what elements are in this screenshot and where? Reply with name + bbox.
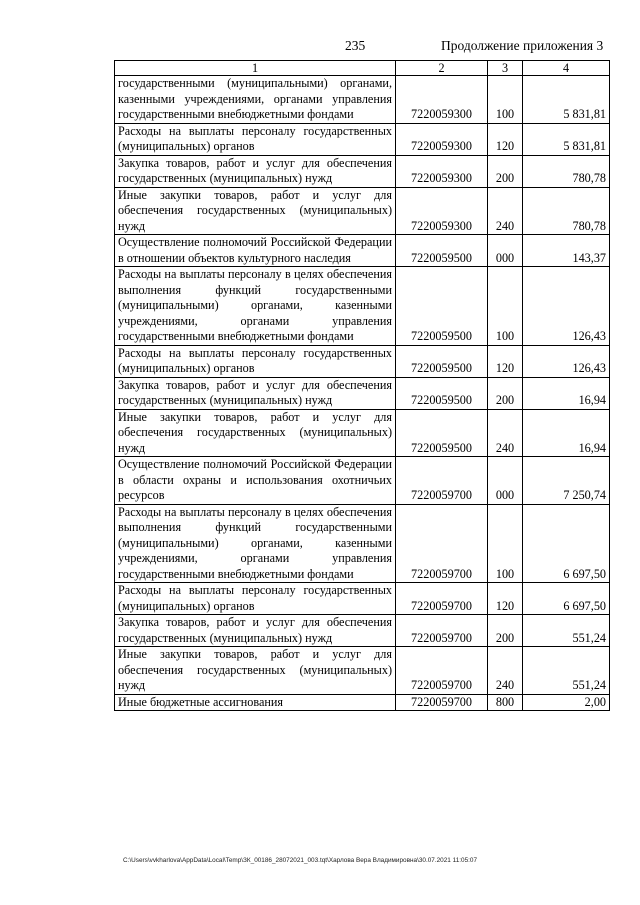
row-name-cell: Расходы на выплаты персоналу государственных (муниципальных) органов: [115, 583, 396, 615]
row-name-cell: Иные закупки товаров, работ и услуг для обеспечения государственных (муниципальных) нужд: [115, 647, 396, 695]
expense-type-cell: 200: [488, 377, 523, 409]
target-code-cell: 7220059500: [396, 267, 488, 346]
amount-cell: 2,00: [523, 694, 610, 711]
expense-type-cell: 100: [488, 267, 523, 346]
target-code-cell: 7220059700: [396, 457, 488, 505]
row-name-cell: Иные закупки товаров, работ и услуг для обеспечения государственных (муниципальных) нужд: [115, 409, 396, 457]
file-path-footer: C:\Users\vvkharlova\AppData\Local\Temp\ЗК_00186_28072021_003.tqt\Харлова Вера Владимировна\30.07.2021 11:05:07: [123, 857, 478, 864]
expense-type-cell: 240: [488, 409, 523, 457]
amount-cell: 6 697,50: [523, 583, 610, 615]
table-row: [115, 235, 610, 267]
column-header: 4: [523, 61, 610, 76]
continuation-label: Продолжение приложения 3: [441, 38, 604, 53]
table-row: [115, 647, 610, 695]
target-code-cell: 7220059500: [396, 377, 488, 409]
row-name-cell: Осуществление полномочий Российской Федерации в области охраны и использования охотничьих ресурсов: [115, 457, 396, 505]
expense-type-cell: 100: [488, 76, 523, 124]
table-row: [115, 76, 610, 124]
target-code-cell: 7220059700: [396, 504, 488, 583]
target-code-cell: 7220059500: [396, 345, 488, 377]
row-name-cell: Расходы на выплаты персоналу государственных (муниципальных) органов: [115, 345, 396, 377]
amount-cell: 5 831,81: [523, 123, 610, 155]
amount-cell: 551,24: [523, 647, 610, 695]
amount-cell: 16,94: [523, 409, 610, 457]
page-number: 235: [345, 38, 366, 53]
row-name-cell: Закупка товаров, работ и услуг для обеспечения государственных (муниципальных) нужд: [115, 377, 396, 409]
budget-table: [114, 60, 610, 711]
table-row: [115, 345, 610, 377]
expense-type-cell: 100: [488, 504, 523, 583]
table-row: [115, 504, 610, 583]
target-code-cell: 7220059500: [396, 409, 488, 457]
target-code-cell: 7220059700: [396, 583, 488, 615]
target-code-cell: 7220059700: [396, 694, 488, 711]
column-header: 1: [115, 61, 396, 76]
table-row: [115, 615, 610, 647]
expense-type-cell: 240: [488, 187, 523, 235]
column-header: 2: [396, 61, 488, 76]
table-header-row: [115, 61, 610, 76]
target-code-cell: 7220059300: [396, 123, 488, 155]
table-row: [115, 267, 610, 346]
expense-type-cell: 200: [488, 615, 523, 647]
expense-type-cell: 800: [488, 694, 523, 711]
table-row: [115, 583, 610, 615]
row-name-cell: Расходы на выплаты персоналу государственных (муниципальных) органов: [115, 123, 396, 155]
row-name-cell: Иные закупки товаров, работ и услуг для обеспечения государственных (муниципальных) нужд: [115, 187, 396, 235]
expense-type-cell: 000: [488, 457, 523, 505]
row-name-cell: Закупка товаров, работ и услуг для обеспечения государственных (муниципальных) нужд: [115, 615, 396, 647]
row-name-cell: Иные бюджетные ассигнования: [115, 694, 396, 711]
expense-type-cell: 120: [488, 583, 523, 615]
table-row: [115, 377, 610, 409]
row-name-cell: Осуществление полномочий Российской Федерации в отношении объектов культурного наследия: [115, 235, 396, 267]
amount-cell: 780,78: [523, 155, 610, 187]
target-code-cell: 7220059300: [396, 76, 488, 124]
amount-cell: 126,43: [523, 345, 610, 377]
target-code-cell: 7220059700: [396, 647, 488, 695]
amount-cell: 7 250,74: [523, 457, 610, 505]
amount-cell: 126,43: [523, 267, 610, 346]
expense-type-cell: 120: [488, 345, 523, 377]
table-row: [115, 457, 610, 505]
row-name-cell: Расходы на выплаты персоналу в целях обеспечения выполнения функций государственными (муниципальными) органами, казенными учреждениями, органами управления государственными внебюджетными фондами: [115, 267, 396, 346]
table-row: [115, 694, 610, 711]
row-name-cell: государственными (муниципальными) органами, казенными учреждениями, органами управления государственными внебюджетными фондами: [115, 76, 396, 124]
amount-cell: 6 697,50: [523, 504, 610, 583]
amount-cell: 143,37: [523, 235, 610, 267]
row-name-cell: Закупка товаров, работ и услуг для обеспечения государственных (муниципальных) нужд: [115, 155, 396, 187]
table-body: [115, 76, 610, 711]
table-row: [115, 187, 610, 235]
expense-type-cell: 240: [488, 647, 523, 695]
target-code-cell: 7220059700: [396, 615, 488, 647]
amount-cell: 551,24: [523, 615, 610, 647]
expense-type-cell: 000: [488, 235, 523, 267]
target-code-cell: 7220059500: [396, 235, 488, 267]
target-code-cell: 7220059300: [396, 187, 488, 235]
table-row: [115, 123, 610, 155]
table-row: [115, 155, 610, 187]
expense-type-cell: 120: [488, 123, 523, 155]
amount-cell: 5 831,81: [523, 76, 610, 124]
column-header: 3: [488, 61, 523, 76]
target-code-cell: 7220059300: [396, 155, 488, 187]
amount-cell: 780,78: [523, 187, 610, 235]
expense-type-cell: 200: [488, 155, 523, 187]
table-row: [115, 409, 610, 457]
amount-cell: 16,94: [523, 377, 610, 409]
row-name-cell: Расходы на выплаты персоналу в целях обеспечения выполнения функций государственными (муниципальными) органами, казенными учреждениями, органами управления государственными внебюджетными фондами: [115, 504, 396, 583]
